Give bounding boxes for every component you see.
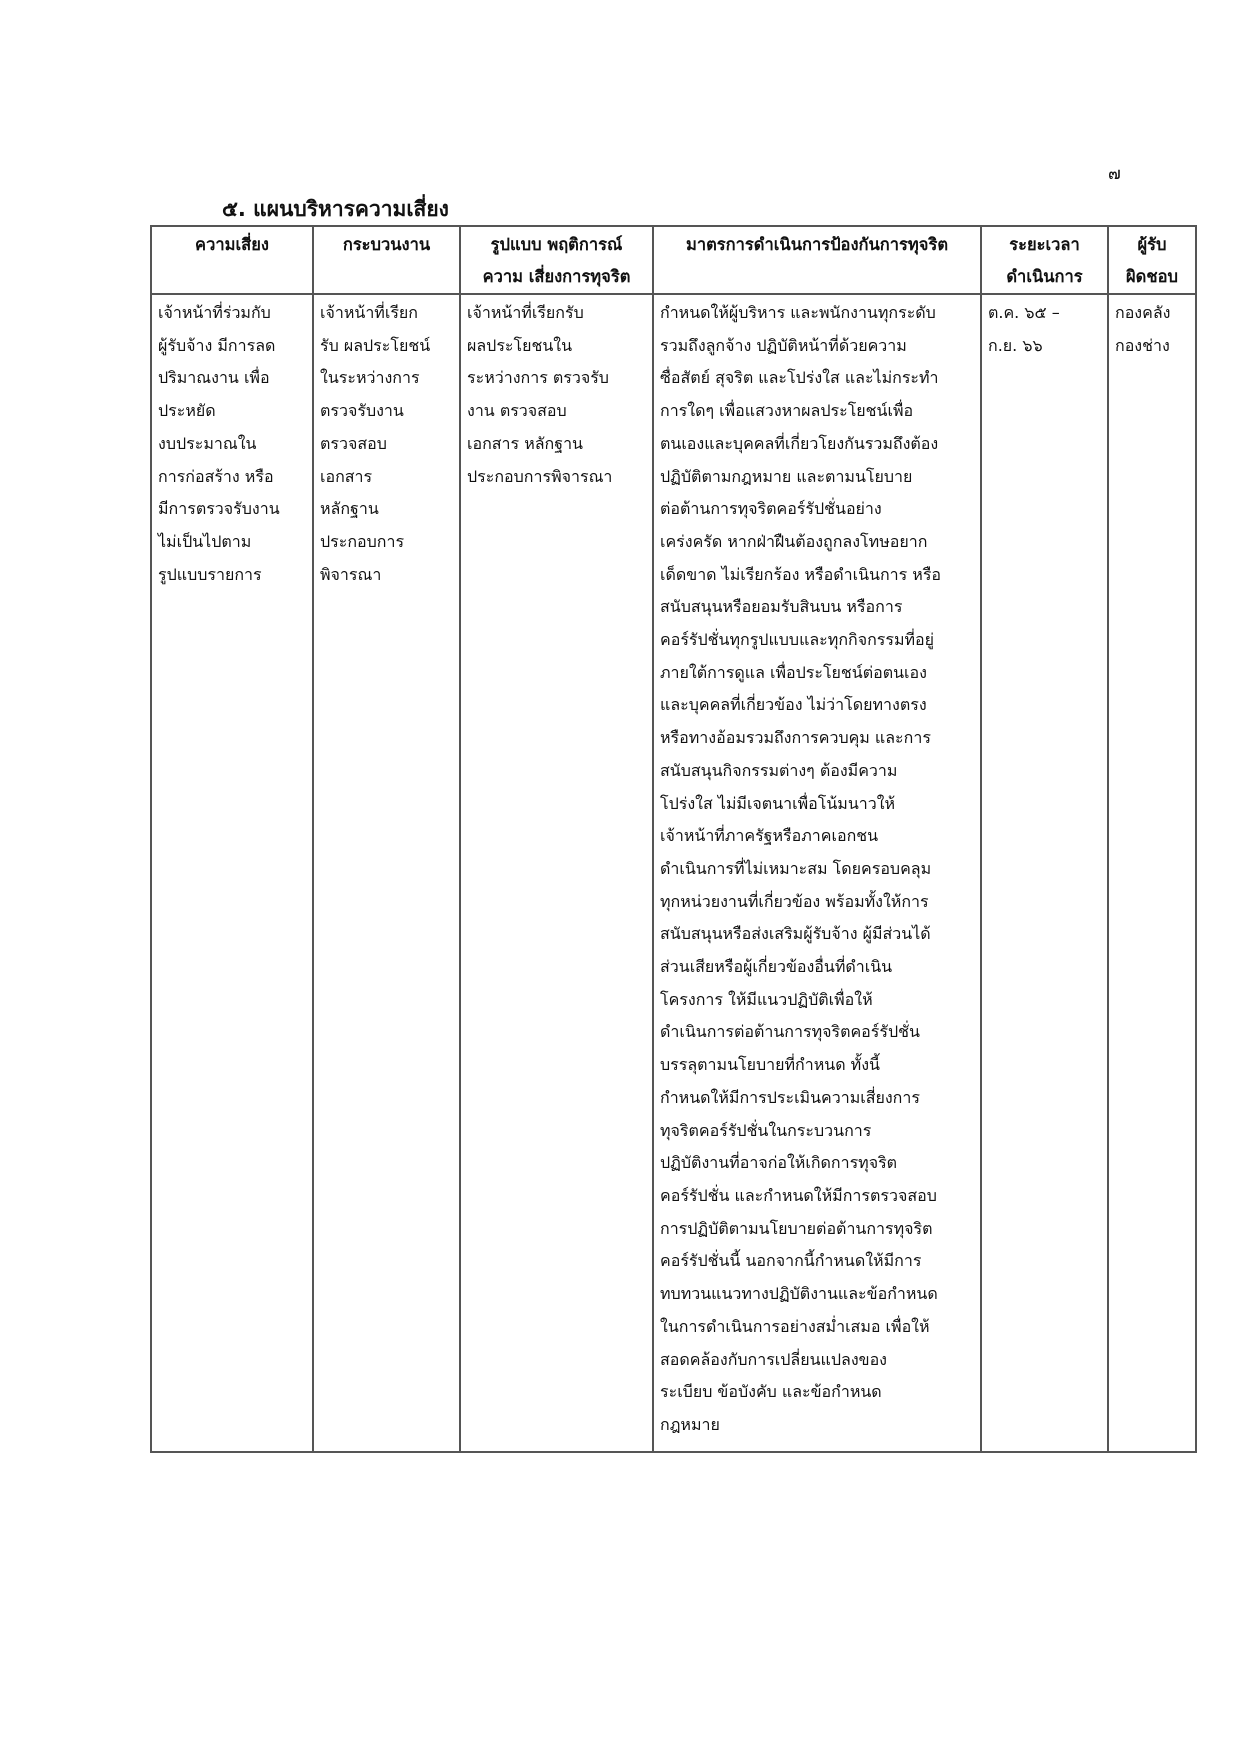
cell-process — [313, 294, 460, 1452]
text-line: ทบทวนแนวทางปฏิบัติงานและข้อกำหนด — [660, 1284, 938, 1304]
header-process — [313, 226, 460, 294]
text-line: เจ้าหน้าที่ร่วมกับ — [158, 303, 271, 322]
header-period — [981, 226, 1108, 294]
text-line: ผิดชอบ — [1126, 267, 1178, 286]
text-line: มีการตรวจรับงาน — [158, 499, 280, 519]
header-risk — [151, 226, 313, 294]
text-line: รวมถึงลูกจ้าง ปฏิบัติหน้าที่ด้วยความ — [660, 335, 907, 355]
text-line: ประกอบการ — [320, 531, 405, 551]
text-line: สนับสนุนหรือยอมรับสินบน หรือการ — [660, 597, 903, 617]
table-header-row — [151, 226, 1196, 294]
text-line: โปร่งใส ไม่มีเจตนาเพื่อโน้มนาวให้ — [660, 793, 896, 813]
section-title: ๕. แผนบริหารความเสี่ยง — [222, 197, 449, 221]
cell-period — [981, 294, 1108, 1452]
header-responsible — [1108, 226, 1196, 294]
text-line: กองคลัง — [1115, 303, 1171, 322]
text-line: ต.ค. ๖๕ – — [988, 303, 1060, 322]
text-line: เจ้าหน้าที่เรียก — [320, 303, 418, 322]
table-row — [151, 294, 1196, 1452]
text-line: กระบวนงาน — [342, 235, 431, 254]
text-line: การใดๆ เพื่อแสวงหาผลประโยชน์เพื่อ — [660, 401, 914, 421]
text-line: สนับสนุนหรือส่งเสริมผู้รับจ้าง ผู้มีส่วนได้ — [660, 924, 931, 944]
text-line: เอกสาร หลักฐาน — [467, 433, 583, 453]
text-line: ก.ย. ๖๖ — [988, 335, 1043, 355]
header-measures — [653, 226, 981, 294]
text-line: มาตรการดำเนินการป้องกันการทุจริต — [685, 235, 949, 254]
text-line: บรรลุตามนโยบายที่กำหนด ทั้งนี้ — [660, 1055, 880, 1075]
text-line: งบประมาณใน — [158, 433, 257, 453]
text-line: ในระหว่างการ — [320, 368, 420, 388]
risk-management-table — [150, 225, 1197, 1453]
text-line: ระยะเวลา — [1009, 235, 1080, 254]
text-line: และบุคคลที่เกี่ยวข้อง ไม่ว่าโดยทางตรง — [660, 695, 927, 715]
text-line: ผลประโยชนใน — [467, 335, 573, 355]
text-line: ปริมาณงาน เพื่อ — [158, 368, 270, 388]
text-line: กองช่าง — [1115, 335, 1170, 355]
text-line: ดำเนินการที่ไม่เหมาะสม โดยครอบคลุม — [660, 858, 932, 878]
text-line: โครงการ ให้มีแนวปฏิบัติเพื่อให้ — [660, 989, 873, 1009]
text-line: กำหนดให้ผู้บริหาร และพนักงานทุกระดับ — [660, 303, 936, 322]
text-line: คอร์รัปชั่นนี้ นอกจากนี้กำหนดให้มีการ — [660, 1251, 922, 1271]
text-line: ประกอบการพิจารณา — [467, 466, 613, 486]
text-line: สอดคล้องกับการเปลี่ยนแปลงของ — [660, 1349, 887, 1369]
text-line: รูปแบบ พฤติการณ์ — [490, 235, 623, 254]
text-line: สนับสนุนกิจกรรมต่างๆ ต้องมีความ — [660, 760, 898, 780]
text-line: พิจารณา — [320, 564, 382, 584]
text-line: เจ้าหน้าที่เรียกรับ — [467, 303, 584, 322]
text-line: ตรวจสอบ — [320, 433, 387, 453]
cell-pattern — [460, 294, 653, 1452]
text-line: ตรวจรับงาน — [320, 401, 404, 421]
text-line: ไม่เป็นไปตาม — [158, 531, 252, 551]
text-line: ดำเนินการต่อต้านการทุจริตคอร์รัปชั่น — [660, 1022, 920, 1042]
text-line: รูปแบบรายการ — [158, 564, 262, 584]
text-line: ความ เสี่ยงการทุจริต — [482, 267, 631, 286]
text-line: หรือทางอ้อมรวมถึงการควบคุม และการ — [660, 728, 931, 748]
text-line: ผู้รับจ้าง มีการลด — [158, 335, 276, 355]
text-line: รับ ผลประโยชน์ — [320, 335, 431, 355]
text-line: ทุกหน่วยงานที่เกี่ยวข้อง พร้อมทั้งให้การ — [660, 891, 929, 911]
text-line: เคร่งครัด หากฝ่าฝืนต้องถูกลงโทษอยาก — [660, 531, 928, 551]
text-line: เอกสาร — [320, 466, 373, 486]
text-line: ปฏิบัติงานที่อาจก่อให้เกิดการทุจริต — [660, 1153, 898, 1173]
text-line: ความเสี่ยง — [195, 235, 269, 254]
text-line: ระเบียบ ข้อบังคับ และข้อกำหนด — [660, 1382, 882, 1402]
text-line: ระหว่างการ ตรวจรับ — [467, 368, 609, 388]
text-line: ดำเนินการ — [1006, 267, 1083, 286]
text-line: หลักฐาน — [320, 499, 379, 519]
text-line: การปฏิบัติตามนโยบายต่อต้านการทุจริต — [660, 1218, 933, 1238]
text-line: ซื่อสัตย์ สุจริต และโปร่งใส และไม่กระทำ — [660, 368, 939, 388]
text-line: กำหนดให้มีการประเมินความเสี่ยงการ — [660, 1087, 920, 1107]
text-line: เด็ดขาด ไม่เรียกร้อง หรือดำเนินการ หรือ — [660, 564, 942, 584]
cell-risk — [151, 294, 313, 1452]
text-line: ประหยัด — [158, 401, 216, 421]
text-line: งาน ตรวจสอบ — [467, 401, 567, 421]
page-number: ๗ — [1108, 164, 1121, 184]
cell-measures — [653, 294, 981, 1452]
text-line: ปฏิบัติตามกฎหมาย และตามนโยบาย — [660, 466, 913, 486]
cell-responsible — [1108, 294, 1196, 1452]
text-line: การก่อสร้าง หรือ — [158, 466, 274, 486]
text-line: ต่อต้านการทุจริตคอร์รัปชั่นอย่าง — [660, 499, 882, 519]
text-line: เจ้าหน้าที่ภาครัฐหรือภาคเอกชน — [660, 826, 879, 846]
text-line: ทุจริตคอร์รัปชั่นในกระบวนการ — [660, 1120, 872, 1140]
text-line: กฎหมาย — [660, 1414, 720, 1434]
header-pattern — [460, 226, 653, 294]
text-line: ภายใต้การดูแล เพื่อประโยชน์ต่อตนเอง — [660, 662, 927, 682]
text-line: ผู้รับ — [1137, 235, 1167, 254]
text-line: ในการดำเนินการอย่างสม่ำเสมอ เพื่อให้ — [660, 1316, 930, 1336]
text-line: คอร์รัปชั่นทุกรูปแบบและทุกกิจกรรมที่อยู่ — [660, 630, 935, 650]
text-line: ตนเองและบุคคลที่เกี่ยวโยงกันรวมถึงต้อง — [660, 433, 939, 453]
text-line: ส่วนเสียหรือผู้เกี่ยวข้องอื่นที่ดำเนิน — [660, 957, 893, 977]
text-line: คอร์รัปชั่น และกำหนดให้มีการตรวจสอบ — [660, 1185, 937, 1205]
